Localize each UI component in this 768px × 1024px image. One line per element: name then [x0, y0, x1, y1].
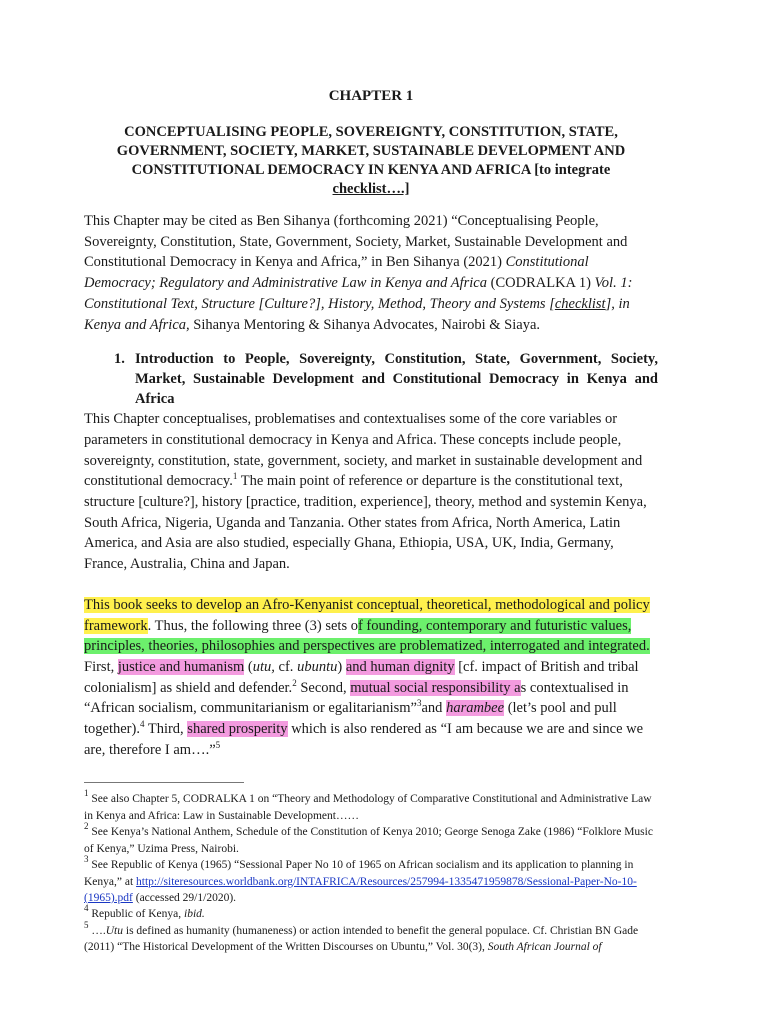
book-text-10: Third, — [144, 721, 188, 738]
section-heading — [114, 349, 658, 409]
footnote-2-text: See Kenya’s National Anthem, Schedule of the Constitution of Kenya 2010; George Senoga Zake (1986) “Folklore Music of Kenya,” Uzima Press, Nairobi. — [84, 826, 653, 855]
citation-text-1: This Chapter may be cited as Ben Sihanya (forthcoming 2021) “Conceptualising People, Sovereignty, Constitution, State, Government, Society, Market, Sustainable Development and Constitutional Democracy in Kenya and Africa,” in Ben Sihanya (2021) — [84, 213, 628, 271]
footnote-5-journal: South African Journal of — [487, 941, 602, 954]
book-text-4: ) — [337, 658, 346, 675]
footnote-3-text: See Republic of Kenya (1965) “Sessional Paper No 10 of 1965 on African socialism and its application to planning in Kenya,” at — [84, 859, 634, 888]
book-text-3: ( — [244, 658, 253, 675]
footnote-5-number: 5 — [84, 919, 89, 930]
intro-text-2: The main point of reference or departure is the constitutional text, structure [culture?], history [practice, tradition, experience], theory, method and systemin Kenya, South Africa, Nigeria, Uganda and Tanzania. Other states from Africa, North America, Latin America, and Asia are also studied, especially Ghana, Ethiopia, USA, UK, India, Germany, France, Australia, China and Japan. — [84, 473, 647, 573]
book-text-9: (let’s pool and pull together). — [84, 700, 617, 738]
highlight-yellow: This book seeks to develop an Afro-Kenyanist conceptual, theoretical, methodological and policy framework — [84, 596, 650, 634]
footnote-5-text: is defined as humanity (humaneness) or action intended to benefit the general populace. Cf. Christian BN Gade (2011) “The Historical Development of the Written Discourses on Ubuntu,” Vol. 30(3), — [84, 924, 639, 954]
book-paragraph — [84, 595, 658, 761]
citation-publisher: Sihanya Mentoring & Sihanya Advocates, Nairobi & Siaya. — [189, 316, 541, 333]
footnote-1 — [84, 788, 658, 824]
intro-paragraph — [84, 409, 658, 575]
highlight-justice: justice and humanism — [117, 658, 245, 675]
highlight-shared: shared prosperity — [187, 721, 288, 738]
citation-checklist-link: checklist — [554, 295, 606, 312]
footnote-2 — [84, 821, 658, 857]
term-utu: utu, — [252, 658, 275, 675]
book-text-5: [cf. impact of British and tribal colonialism] as shield and defender. — [84, 658, 639, 696]
book-text-6: Second, — [296, 679, 351, 696]
highlight-dignity: and human dignity — [345, 658, 455, 675]
footnote-4-number: 4 — [84, 903, 89, 914]
footnote-3-accessed: (accessed 29/1/2020). — [132, 891, 237, 904]
footnote-3-link[interactable]: http://siteresources.worldbank.org/INTAFRICA/Resources/257994-1335471959878/Sessional-Paper-No-10-(1965).pdf — [84, 875, 637, 904]
footnote-separator — [84, 782, 244, 783]
citation-text-2: (CODRALKA 1) — [487, 275, 595, 292]
footnote-4-text: Republic of Kenya, — [88, 908, 184, 921]
citation-book-title: Constitutional Democracy; Regulatory and Administrative Law in Kenya and Africa — [84, 254, 589, 292]
chapter-title-text: CONCEPTUALISING PEOPLE, SOVEREIGNTY, CONSTITUTION, STATE, GOVERNMENT, SOCIETY, MARKET, SUSTAINABLE DEVELOPMENT AND CONSTITUTIONAL DEMOCRACY IN KENYA AND AFRICA [to integrate — [116, 124, 626, 178]
footnote-3-number: 3 — [84, 854, 89, 865]
highlight-harambee: harambee — [446, 700, 505, 717]
footnote-4 — [84, 903, 658, 922]
footnote-ref-3: 3 — [417, 698, 422, 709]
footnote-4-ibid: ibid. — [184, 908, 205, 921]
book-text-1: . Thus, the following three (3) sets o — [147, 617, 358, 634]
citation-volume-title-end: ], in Kenya and Africa, — [84, 295, 630, 333]
intro-text-1: This Chapter conceptualises, problematises and contextualises some of the core variables or parameters in constitutional democracy in Kenya and Africa. These concepts include people, sovereignty, constitution, state, government, society, and market in sustainable development and constitutional democracy. — [84, 411, 643, 490]
highlight-green: f founding, contemporary and futuristic values, principles, theories, philosophies and perspectives are problematized, interrogated and integrated. — [84, 617, 650, 655]
footnote-ref-5: 5 — [215, 739, 221, 750]
section-number: 1. — [114, 351, 125, 368]
citation-paragraph — [84, 211, 658, 335]
chapter-label: CHAPTER 1 — [328, 88, 414, 104]
citation-volume-title: Vol. 1: Constitutional Text, Structure [Culture?], History, Method, Theory and Systems [ — [84, 275, 633, 312]
footnote-ref-1: 1 — [232, 471, 238, 482]
term-ubuntu: ubuntu — [297, 658, 338, 675]
footnote-ref-2: 2 — [292, 677, 297, 688]
footnote-1-text: See also Chapter 5, CODRALKA 1 on “Theory and Methodology of Comparative Constitutional and Administrative Law in Kenya and Africa: Law in Sustainable Development…… — [84, 793, 652, 822]
footnote-5-utu: Utu — [105, 924, 123, 937]
footnote-5-prefix: …. — [88, 924, 106, 937]
footnote-5 — [84, 919, 658, 956]
chapter-title-checklist: checklist….] — [332, 181, 410, 197]
book-text-2: First, — [84, 658, 118, 675]
section-heading-text: Introduction to People, Sovereignty, Constitution, State, Government, Society, Market, Sustainable Development and Constitutional Democracy in Kenya and Africa — [135, 351, 658, 408]
footnote-2-number: 2 — [84, 821, 89, 832]
book-text-7: s contextualised in “African socialism, communitarianism or egalitarianism” — [84, 679, 629, 717]
book-text-8: and — [421, 700, 447, 717]
book-text-11: which is also rendered as “I am because we are and since we are, therefore I am….” — [84, 721, 644, 758]
chapter-title — [92, 123, 650, 199]
book-text-cf: cf. — [274, 658, 298, 675]
highlight-mutual: mutual social responsibility a — [350, 679, 521, 696]
footnote-1-number: 1 — [84, 788, 89, 799]
footnote-ref-4: 4 — [139, 719, 145, 730]
footnote-3 — [84, 854, 658, 906]
